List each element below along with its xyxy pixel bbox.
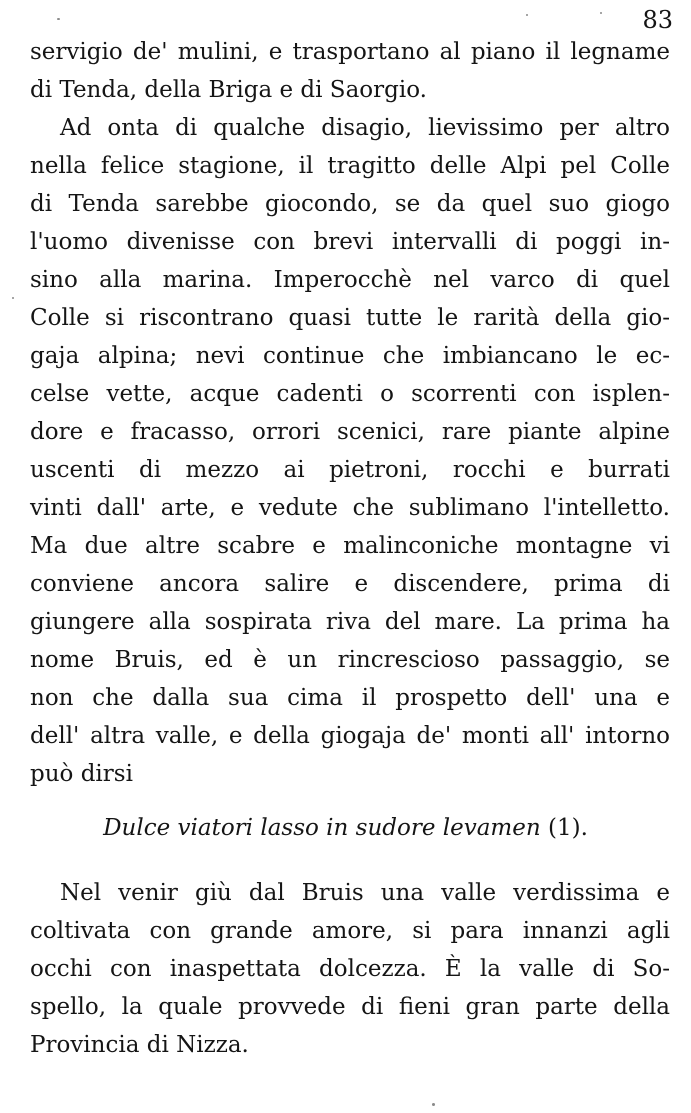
- scan-speck: [526, 14, 528, 16]
- paragraph-1-line-1: servigio de' mulini, e trasportano al piano il legname: [30, 39, 670, 65]
- paragraph-2-line-12: Ma due altre scabre e malinconiche montagne vi: [30, 533, 670, 559]
- paragraph-2-line-4: l'uomo divenisse con brevi intervalli di poggi in-: [30, 229, 670, 255]
- paragraph-2-line-18: può dirsi: [30, 761, 133, 787]
- footnote-reference: (1).: [547, 815, 588, 841]
- quotation-text: Dulce viatori lasso in sudore levamen: [103, 815, 541, 841]
- paragraph-2-line-14: giungere alla sospirata riva del mare. La prima ha: [30, 609, 670, 635]
- paragraph-2-line-11: vinti dall' arte, e vedute che sublimano l'intelletto.: [30, 495, 670, 521]
- paragraph-2-line-5: sino alla marina. Imperocchè nel varco di quel: [30, 267, 670, 293]
- scan-speck: [432, 1103, 435, 1106]
- paragraph-2-line-8: celse vette, acque cadenti o scorrenti con isplen-: [30, 381, 670, 407]
- paragraph-2-line-2: nella felice stagione, il tragitto delle Alpi pel Colle: [30, 153, 670, 179]
- paragraph-2-line-6: Colle si riscontrano quasi tutte le rarità della gio-: [30, 305, 670, 331]
- paragraph-2-line-13: conviene ancora salire e discendere, prima di: [30, 571, 670, 597]
- scan-speck: [600, 12, 602, 14]
- scan-speck: [57, 18, 60, 20]
- paragraph-2-line-9: dore e fracasso, orrori scenici, rare piante alpine: [30, 419, 670, 445]
- paragraph-2-line-10: uscenti di mezzo ai pietroni, rocchi e burrati: [30, 457, 670, 483]
- paragraph-2-line-16: non che dalla sua cima il prospetto dell' una e: [30, 685, 670, 711]
- paragraph-2-line-15: nome Bruis, ed è un rincrescioso passaggio, se: [30, 647, 670, 673]
- latin-quotation: [0, 811, 691, 845]
- paragraph-2-line-7: gaja alpina; nevi continue che imbiancano le ec-: [30, 343, 670, 369]
- paragraph-3-line-4: spello, la quale provvede di fieni gran parte della: [30, 994, 670, 1020]
- paragraph-2-line-17: dell' altra valle, e della giogaja de' monti all' intorno: [30, 723, 670, 749]
- scan-speck: [12, 297, 14, 299]
- paragraph-3-line-5: Provincia di Nizza.: [30, 1032, 249, 1058]
- paragraph-2-line-1: Ad onta di qualche disagio, lievissimo per altro: [60, 115, 670, 141]
- paragraph-3-line-1: Nel venir giù dal Bruis una valle verdissima e: [60, 880, 670, 906]
- paragraph-3-line-2: coltivata con grande amore, si para innanzi agli: [30, 918, 670, 944]
- page-number: 83: [642, 6, 673, 34]
- paragraph-3-line-3: occhi con inaspettata dolcezza. È la valle di So-: [30, 956, 670, 982]
- paragraph-2-line-3: di Tenda sarebbe giocondo, se da quel suo giogo: [30, 191, 670, 217]
- paragraph-1-line-2: di Tenda, della Briga e di Saorgio.: [30, 77, 427, 103]
